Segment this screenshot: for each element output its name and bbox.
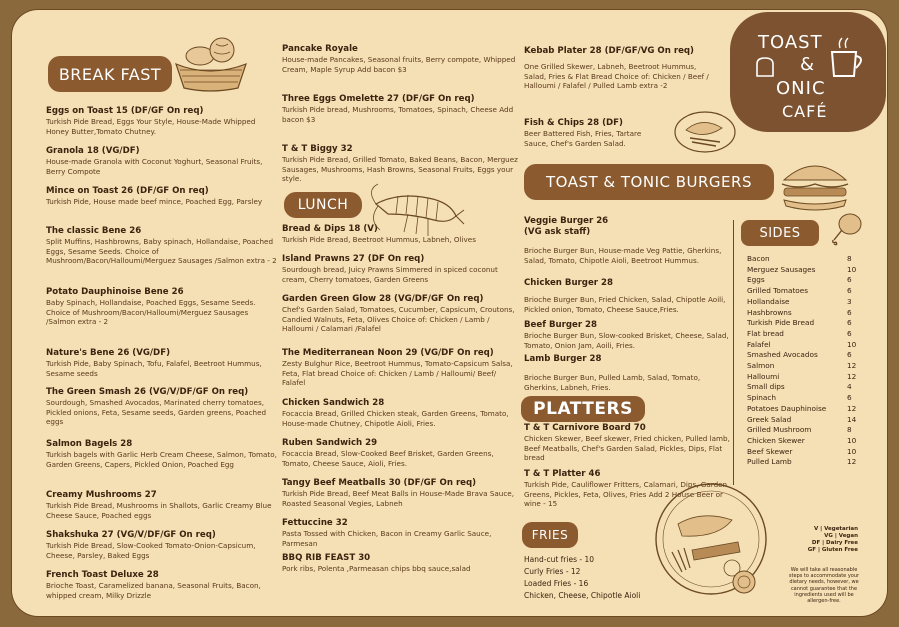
lunch-header: LUNCH bbox=[284, 192, 362, 218]
side-row: Falafel 10 bbox=[747, 339, 857, 349]
side-row: Eggs 6 bbox=[747, 275, 852, 285]
logo-ampersand: & bbox=[800, 54, 815, 75]
bread-basket-icon bbox=[170, 34, 252, 92]
breakfast-item: Potato Dauphinoise Bene 26 Baby Spinach, Hollandaise, Poached Eggs, Sesame Seeds. Choice of Mushroom/Bacon/Halloumi/Merguez Sausages /Salmon extra - 2 bbox=[46, 287, 256, 327]
fries-header: FRIES bbox=[522, 522, 578, 548]
side-row: Smashed Avocados 6 bbox=[747, 350, 852, 360]
chicken-leg-icon bbox=[830, 210, 864, 246]
fish-and-chips-icon bbox=[672, 106, 738, 156]
sides-divider bbox=[733, 220, 734, 485]
toast-icon bbox=[754, 56, 776, 78]
menu-item: Three Eggs Omelette 27 (DF/GF On req) Turkish Pide bread, Mushrooms, Tomatoes, Spinach, Cheese Add bacon $3 bbox=[282, 94, 514, 124]
legend-row: GF | Gluten Free bbox=[807, 547, 858, 553]
logo-text-line3: CAFÉ bbox=[782, 102, 828, 121]
menu-sheet bbox=[12, 10, 887, 616]
breakfast-item: French Toast Deluxe 28 Brioche Toast, Caramelized banana, Seasonal Fruits, Bacon, whipped cream, Milky Drizzle bbox=[46, 570, 261, 600]
coffee-cup-icon bbox=[826, 34, 868, 84]
legend-row: DF | Dairy Free bbox=[811, 540, 858, 546]
fries-item: Chicken, Cheese, Chipotle Aioli bbox=[524, 591, 641, 600]
burger-icon bbox=[778, 156, 852, 214]
fries-item: Hand-cut fries - 10 bbox=[524, 555, 595, 564]
legend-row: VG | Vegan bbox=[824, 533, 858, 539]
lunch-item: Fettuccine 32 Pasta Tossed with Chicken, Bacon in Creamy Garlic Sauce, Parmesan bbox=[282, 518, 492, 548]
prawn-icon bbox=[368, 180, 466, 240]
burger-item: Beef Burger 28 Brioche Burger Bun, Slow-cooked Brisket, Cheese, Salad, Tomato, Onion Jam, Aoili, Fries. bbox=[524, 320, 729, 350]
side-row: Greek Salad 14 bbox=[747, 414, 857, 424]
menu-item: Fish & Chips 28 (DF) Beer Battered Fish, Fries, Tartare Sauce, Chef's Garden Salad. bbox=[524, 118, 642, 148]
side-row: Chicken Skewer 10 bbox=[747, 435, 857, 445]
logo-text-line1: TOAST bbox=[758, 32, 823, 53]
lunch-item: Chicken Sandwich 28 Focaccia Bread, Grilled Chicken steak, Garden Greens, Tomato, House-made Chutney, Chipotle Aioli, Fries. bbox=[282, 398, 509, 428]
side-row: Merguez Sausages 10 bbox=[747, 264, 857, 274]
cafe-logo bbox=[730, 12, 886, 132]
breakfast-item: Shakshuka 27 (VG/V/DF/GF On req) Turkish Pide Bread, Slow-Cooked Tomato-Onion-Capsicum, Cheese, Parsley, Baked Eggs bbox=[46, 530, 256, 560]
side-row: Salmon 12 bbox=[747, 361, 857, 370]
breakfast-item: Salmon Bagels 28 Turkish bagels with Garlic Herb Cream Cheese, Salmon, Tomato, Garden Greens, Capers, Pickled Onion, Poached Egg bbox=[46, 439, 277, 469]
side-row: Pulled Lamb 12 bbox=[747, 457, 857, 467]
side-row: Hollandaise 3 bbox=[747, 296, 852, 306]
lunch-item: Ruben Sandwich 29 Focaccia Bread, Slow-Cooked Beef Brisket, Garden Greens, Tomato, Cheese Sauce, Aioli, Fries. bbox=[282, 438, 494, 468]
lunch-item: BBQ RIB FEAST 30 Pork ribs, Polenta ,Parmeasan chips bbq sauce,salad bbox=[282, 553, 471, 573]
breakfast-item: The Green Smash 26 (VG/V/DF/GF On req) Sourdough, Smashed Avocados, Marinated cherry tomatoes, Pickled onions, Feta, Sesame seeds, Garden greens, Poached eggs bbox=[46, 387, 267, 427]
burger-item: Lamb Burger 28 Brioche Burger Bun, Pulled Lamb, Salad, Tomato, Gherkins, Labneh, Fries. bbox=[524, 354, 701, 392]
side-row: Halloumi 12 bbox=[747, 371, 857, 381]
side-row: Turkish Pide Bread 6 bbox=[747, 318, 852, 328]
lunch-item: Bread & Dips 18 (V) Turkish Pide Bread, Beetroot Hummus, Labneh, Olives bbox=[282, 224, 476, 244]
burgers-header: TOAST & TONIC BURGERS bbox=[524, 164, 774, 200]
breakfast-header: BREAK FAST bbox=[48, 56, 172, 92]
platters-header: PLATTERS bbox=[521, 396, 645, 422]
allergen-note: We will take all reasonable steps to accommodate your dietary needs, however, we cannot guarantee that the ingredients used will be allergen-free. bbox=[788, 567, 860, 605]
side-row: Grilled Mushroom 8 bbox=[747, 425, 852, 435]
breakfast-item: Eggs on Toast 15 (DF/GF On req) Turkish Pide Bread, Eggs Your Style, House-Made Whipped Honey Butter,Tomato Chutney. bbox=[46, 106, 256, 136]
breakfast-item: Mince on Toast 26 (DF/GF On req) Turkish Pide, House made beef mince, Poached Egg, Parsley bbox=[46, 186, 263, 206]
breakfast-item: The classic Bene 26 Split Muffins, Hashbrowns, Baby spinach, Hollandaise, Poached Eggs, Sesame Seeds. Choice of Mushroom/Bacon/Halloumi/Merguez Sausages /Salmon extra - 2 bbox=[46, 226, 277, 266]
menu-item: Pancake Royale House-made Pancakes, Seasonal fruits, Berry compote, Whipped Cream, Maple Syrup Add bacon $3 bbox=[282, 44, 516, 74]
side-row: Flat bread 6 bbox=[747, 328, 852, 338]
fries-item: Curly Fries - 12 bbox=[524, 567, 581, 576]
side-row: Potatoes Dauphinoise 12 bbox=[747, 403, 857, 413]
breakfast-item: Creamy Mushrooms 27 Turkish Pide Bread, Mushrooms in Shallots, Garlic Creamy Blue Cheese Sauce, Poached eggs bbox=[46, 490, 272, 520]
platter-item: T & T Platter 46 Turkish Pide, Cauliflower Fritters, Calamari, Dips, Garden Greens, Pickles, Feta, Olives, Fries Add 2 House Beer or wine - 15 bbox=[524, 469, 728, 509]
dip-bowl-icon bbox=[730, 568, 758, 596]
breakfast-item: Nature's Bene 26 (VG/DF) Turkish Pide, Baby Spinach, Tofu, Falafel, Beetroot Hummus, Sesame seeds bbox=[46, 348, 262, 378]
lunch-item: The Mediterranean Noon 29 (VG/DF On req) Zesty Bulghur Rice, Beetroot Hummus, Tomato-Capsicum Salsa, Feta, Flat bread Choice of: Chicken / Lamb / Halloumi/ Beef/ Falafel bbox=[282, 348, 513, 388]
breakfast-item: Granola 18 (VG/DF) House-made Granola with Coconut Yoghurt, Seasonal Fruits, Berry Compote bbox=[46, 146, 263, 176]
legend-row: V | Vegetarian bbox=[813, 526, 858, 532]
dietary-legend bbox=[792, 526, 858, 554]
side-row: Hashbrowns 6 bbox=[747, 307, 852, 317]
burger-item: Chicken Burger 28 Brioche Burger Bun, Fried Chicken, Salad, Chipotle Aoili, Pickled onion, Tomato, Cheese Sauce,Fries. bbox=[524, 278, 726, 314]
fries-item: Loaded Fries - 16 bbox=[524, 579, 589, 588]
menu-item: T & T Biggy 32 Turkish Pide Bread, Grilled Tomato, Baked Beans, Bacon, Merguez Sausages, Mushrooms, Hash Browns, Seasonal Fruits, Eggs your style. bbox=[282, 144, 518, 184]
side-row: Beef Skewer 10 bbox=[747, 446, 857, 456]
lunch-item: Tangy Beef Meatballs 30 (DF/GF On req) Turkish Pide Bread, Beef Meat Balls in House-Made Brava Sauce, Roasted Seasonal Vegies, Labneh bbox=[282, 478, 515, 508]
side-row: Grilled Tomatoes 6 bbox=[747, 286, 852, 296]
sides-header: SIDES bbox=[741, 220, 819, 246]
logo-text-line2: ONIC bbox=[776, 78, 826, 99]
menu-item: Kebab Plater 28 (DF/GF/VG On req) One Grilled Skewer, Labneh, Beetroot Hummus, Salad, Fries & Flat Bread Choice of: Chicken / Beef / Halloumi / Falafel / Pulled Lamb extra -2 bbox=[524, 46, 709, 91]
lunch-item: Island Prawns 27 (DF On req) Sourdough bread, Juicy Prawns Simmered in spiced coconut cream, Cherry tomatoes, Garden Greens bbox=[282, 254, 498, 284]
platter-item: T & T Carnivore Board 70 Chicken Skewer, Beef skewer, Fried chicken, Pulled lamb, Beef Meatballs, Chef's Garden Salad, Pickles, Dips, Flat bread bbox=[524, 423, 730, 463]
lunch-item: Garden Green Glow 28 (VG/DF/GF On req) Chef's Garden Salad, Tomatoes, Cucumber, Capsicum, Croutons, Candied Walnuts, Feta, Olives Choice of: Chicken / Lamb / Halloumi / Calamari /Falafel bbox=[282, 294, 515, 334]
burger-item: Veggie Burger 26 (VG ask staff) Brioche Burger Bun, House-made Veg Pattie, Gherkins, Salad, Tomato, Chipotle Aioli, Beetroot Hummus. bbox=[524, 216, 722, 265]
side-row: Spinach 6 bbox=[747, 393, 852, 403]
side-row: Bacon 8 bbox=[747, 254, 852, 263]
side-row: Small dips 4 bbox=[747, 382, 852, 392]
